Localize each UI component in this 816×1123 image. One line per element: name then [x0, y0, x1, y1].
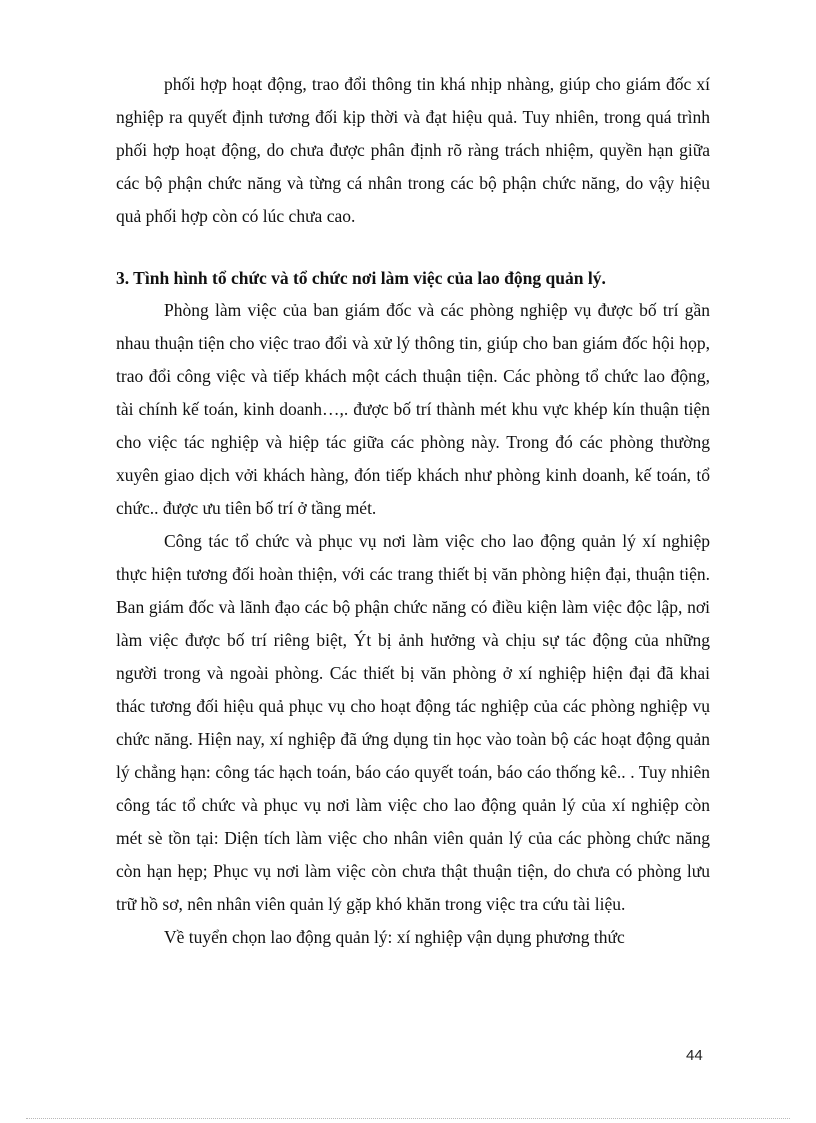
page-number: 44	[686, 1047, 703, 1064]
page-bottom-divider	[26, 1118, 790, 1119]
section-heading: 3. Tình hình tổ chức và tổ chức nơi làm việc của lao động quản lý.	[116, 268, 606, 288]
paragraph-continued: phối hợp hoạt động, trao đổi thông tin khá nhịp nhàng, giúp cho giám đốc xí nghiệp ra quyết định tương đối kịp thời và đạt hiệu quả. Tuy nhiên, trong quá trình phối hợp hoạt động, do chưa được phân định rõ ràng trách nhiệm, quyền hạn giữa các bộ phận chức năng và từng cá nhân trong các bộ phận chức năng, do vậy hiệu quả phối hợp còn có lúc chưa cao.	[116, 74, 710, 226]
paragraph: Công tác tổ chức và phục vụ nơi làm việc cho lao động quản lý xí nghiệp thực hiện tương đối hoàn thiện, với các trang thiết bị văn phòng hiện đại, thuận tiện. Ban giám đốc và lãnh đạo các bộ phận chức năng có điều kiện làm việc độc lập, nơi làm việc được bố trí riêng biệt, Ýt bị ảnh hưởng và chịu sự tác động của những người trong và ngoài phòng. Các thiết bị văn phòng ở xí nghiệp hiện đại đã khai thác tương đối hiệu quả phục vụ cho hoạt động tác nghiệp của các phòng nghiệp vụ chức năng. Hiện nay, xí nghiệp đã ứng dụng tin học vào toàn bộ các hoạt động quản lý chẳng hạn: công tác hạch toán, báo cáo quyết toán, báo cáo thống kê.. . Tuy nhiên công tác tổ chức và phục vụ nơi làm việc cho lao động quản lý của xí nghiệp còn mét sè tồn tại: Diện tích làm việc cho nhân viên quản lý của các phòng chức năng còn hạn hẹp; Phục vụ nơi làm việc còn chưa thật thuận tiện, do chưa có phòng lưu trữ hồ sơ, nên nhân viên quản lý gặp khó khăn trong việc tra cứu tài liệu.	[116, 531, 710, 914]
body-text-top	[116, 68, 710, 233]
body-text-main	[116, 294, 710, 954]
paragraph: Về tuyển chọn lao động quản lý: xí nghiệp vận dụng phương thức	[164, 927, 625, 947]
paragraph: Phòng làm việc của ban giám đốc và các phòng nghiệp vụ được bố trí gần nhau thuận tiện cho việc trao đổi và xử lý thông tin, giúp cho ban giám đốc hội họp, trao đổi công việc và tiếp khách một cách thuận tiện. Các phòng tổ chức lao động, tài chính kế toán, kinh doanh…,. được bố trí thành mét khu vực khép kín thuận tiện cho việc tác nghiệp và hiệp tác giữa các phòng này. Trong đó các phòng thường xuyên giao dịch vởi khách hàng, đón tiếp khách như phòng kinh doanh, kế toán, tổ chức.. được ưu tiên bố trí ở tầng mét.	[116, 300, 710, 518]
